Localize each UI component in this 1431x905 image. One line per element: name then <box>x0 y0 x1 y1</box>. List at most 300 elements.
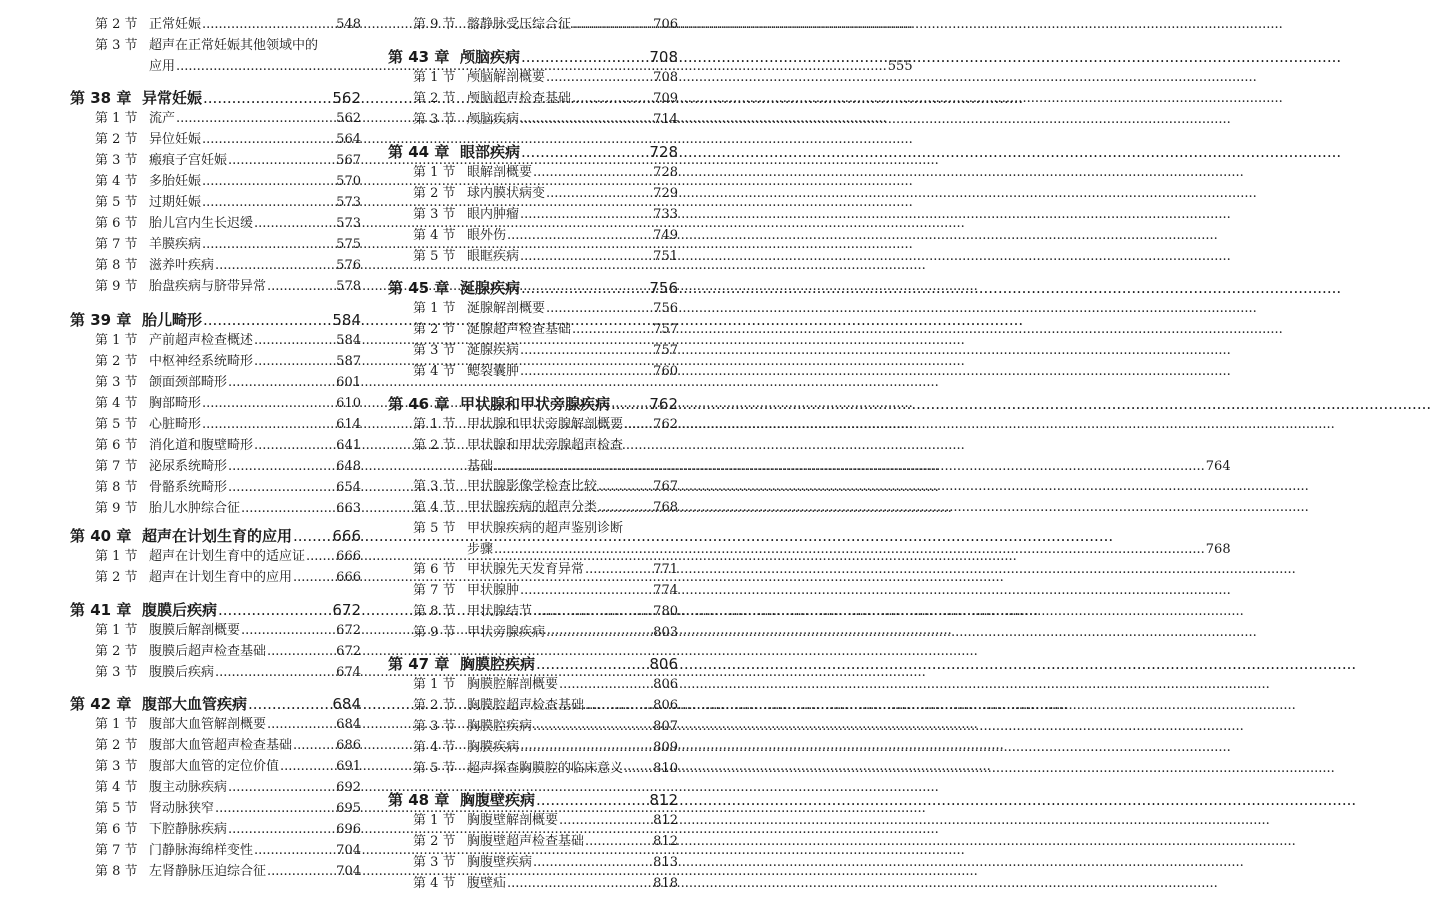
section-heading[interactable] <box>70 477 361 498</box>
section-number: 第 6 节 <box>413 562 456 577</box>
section-heading[interactable] <box>388 601 678 622</box>
section-heading[interactable] <box>388 162 678 183</box>
section-heading[interactable] <box>70 14 361 35</box>
chapter-entry[interactable] <box>70 86 361 110</box>
section-heading[interactable] <box>388 622 678 643</box>
page-number: 771 <box>653 562 678 577</box>
page-number: 573 <box>336 195 361 210</box>
chapter-title: 腹膜后疾病 <box>142 601 218 619</box>
section-entry[interactable] <box>388 497 678 518</box>
section-heading[interactable] <box>388 518 1231 560</box>
section-entry[interactable] <box>388 674 678 695</box>
chapter-heading[interactable] <box>388 652 678 676</box>
page-number: 728 <box>653 165 678 180</box>
section-title: 中枢神经系统畸形 <box>149 354 254 369</box>
leader-dots <box>611 392 648 416</box>
section-entry[interactable] <box>70 662 361 683</box>
page-number: 812 <box>649 791 678 809</box>
section-number: 第 1 节 <box>413 677 456 692</box>
section-heading[interactable] <box>388 831 678 852</box>
section-title: 下腔静脉疾病 <box>149 822 228 837</box>
page-number: 663 <box>336 501 361 516</box>
section-title: 腹主动脉疾病 <box>149 780 228 795</box>
section-title: 胸部畸形 <box>149 396 202 411</box>
section-entry[interactable] <box>388 67 678 88</box>
section-entry[interactable] <box>388 716 678 737</box>
section-heading[interactable] <box>70 840 361 861</box>
page-number: 672 <box>332 601 361 619</box>
page-number: 708 <box>653 70 678 85</box>
section-title-line2: 步骤 <box>467 542 494 557</box>
section-heading[interactable] <box>70 372 361 393</box>
section-heading[interactable] <box>388 810 678 831</box>
section-number: 第 3 节 <box>413 112 456 127</box>
section-entry[interactable] <box>70 234 361 255</box>
section-title: 胸腹壁解剖概要 <box>467 813 559 828</box>
section-number: 第 3 节 <box>413 719 456 734</box>
section-title: 眼眶疾病 <box>467 249 520 264</box>
chapter-entry[interactable] <box>388 45 678 69</box>
leader-dots <box>536 652 648 676</box>
section-title: 肾动脉狭窄 <box>149 801 215 816</box>
page-number: 757 <box>653 322 678 337</box>
section-title: 胸膜腔超声检查基础 <box>467 698 585 713</box>
leader-dots <box>624 414 652 435</box>
section-heading[interactable] <box>70 456 361 477</box>
section-heading[interactable] <box>388 319 678 340</box>
section-title: 胎儿宫内生长迟缓 <box>149 216 254 231</box>
section-number: 第 8 节 <box>95 864 138 879</box>
section-heading[interactable] <box>388 183 678 204</box>
section-title: 胸膜腔解剖概要 <box>467 677 559 692</box>
leader-dots <box>546 67 652 88</box>
section-title: 心脏畸形 <box>149 417 202 432</box>
section-entry[interactable] <box>388 162 678 183</box>
page-number: 756 <box>653 301 678 316</box>
section-heading[interactable] <box>70 171 361 192</box>
leader-dots <box>585 695 652 716</box>
section-entry[interactable] <box>70 393 361 414</box>
section-heading[interactable] <box>70 620 361 641</box>
section-heading[interactable] <box>388 88 678 109</box>
leader-dots <box>585 559 652 580</box>
section-heading[interactable] <box>388 674 678 695</box>
leader-dots <box>624 758 652 779</box>
section-number: 第 7 节 <box>95 459 138 474</box>
section-title: 眼外伤 <box>467 228 507 243</box>
section-entry[interactable] <box>70 735 361 756</box>
section-heading[interactable] <box>388 852 678 873</box>
section-entry[interactable] <box>388 414 678 435</box>
chapter-title: 眼部疾病 <box>460 143 521 161</box>
chapter-entry[interactable] <box>70 524 361 548</box>
section-heading[interactable] <box>388 559 678 580</box>
section-heading[interactable] <box>70 714 361 735</box>
section-entry[interactable] <box>388 204 678 225</box>
section-heading[interactable] <box>388 737 678 758</box>
section-entry[interactable] <box>388 852 678 873</box>
section-entry[interactable] <box>70 498 361 519</box>
section-heading[interactable] <box>70 861 361 882</box>
chapter-title: 腹部大血管疾病 <box>142 695 248 713</box>
section-entry[interactable] <box>70 108 361 129</box>
page-number: 666 <box>332 527 361 545</box>
section-title: 异位妊娠 <box>149 132 202 147</box>
page-number: 733 <box>653 207 678 222</box>
section-title: 眼内肿瘤 <box>467 207 520 222</box>
section-heading[interactable] <box>388 414 678 435</box>
section-number: 第 4 节 <box>95 396 138 411</box>
section-title: 眼解剖概要 <box>467 165 533 180</box>
section-title: 涎腺疾病 <box>467 343 520 358</box>
section-number: 第 6 节 <box>95 822 138 837</box>
section-number: 第 9 节 <box>413 17 456 32</box>
chapter-number: 第 47 章 <box>388 655 450 673</box>
chapter-entry[interactable] <box>388 276 678 300</box>
leader-dots <box>228 477 335 498</box>
section-entry[interactable] <box>70 213 361 234</box>
chapter-title: 超声在计划生育的应用 <box>142 527 293 545</box>
section-entry[interactable] <box>70 255 361 276</box>
leader-dots <box>521 45 648 69</box>
page-number: 810 <box>653 761 678 776</box>
page-number: 691 <box>336 759 361 774</box>
section-entry[interactable] <box>388 518 1231 560</box>
section-heading[interactable] <box>70 129 361 150</box>
page-number: 757 <box>653 343 678 358</box>
section-heading[interactable] <box>70 777 361 798</box>
section-heading[interactable] <box>388 758 678 779</box>
chapter-heading[interactable] <box>70 598 361 622</box>
section-heading[interactable] <box>70 435 361 456</box>
section-entry[interactable] <box>70 477 361 498</box>
section-number: 第 2 节 <box>95 570 138 585</box>
section-entry[interactable] <box>70 756 361 777</box>
leader-dots <box>267 276 335 297</box>
section-heading[interactable] <box>70 498 361 519</box>
section-heading[interactable] <box>388 246 678 267</box>
section-number: 第 9 节 <box>413 625 456 640</box>
section-number: 第 8 节 <box>95 258 138 273</box>
section-heading[interactable] <box>70 330 361 351</box>
section-title: 左肾静脉压迫综合征 <box>149 864 267 879</box>
leader-dots <box>559 674 652 695</box>
section-title: 甲状腺疾病的超声分类 <box>467 500 598 515</box>
leader-dots <box>293 735 335 756</box>
page-number: 555 <box>887 59 913 74</box>
section-heading[interactable] <box>388 340 678 361</box>
leader-dots <box>546 622 652 643</box>
section-heading[interactable] <box>388 204 678 225</box>
page-number: 704 <box>336 843 361 858</box>
leader-dots <box>507 225 652 246</box>
chapter-title: 颅脑疾病 <box>460 48 521 66</box>
section-title: 腹部大血管超声检查基础 <box>149 738 293 753</box>
page-number: 729 <box>653 186 678 201</box>
section-title: 羊膜疾病 <box>149 237 202 252</box>
leader-dots <box>241 498 335 519</box>
section-entry[interactable] <box>388 601 678 622</box>
section-heading[interactable] <box>70 414 361 435</box>
leader-dots <box>306 546 335 567</box>
section-entry[interactable] <box>70 861 361 882</box>
leader-dots <box>254 351 335 372</box>
section-title: 多胎妊娠 <box>149 174 202 189</box>
section-entry[interactable] <box>388 225 678 246</box>
page-number: 774 <box>653 583 678 598</box>
section-number: 第 7 节 <box>413 583 456 598</box>
chapter-number: 第 40 章 <box>70 527 132 545</box>
section-entry[interactable] <box>388 695 678 716</box>
section-entry[interactable] <box>70 414 361 435</box>
leader-dots <box>520 109 652 130</box>
section-heading[interactable] <box>70 276 361 297</box>
section-title: 颅脑疾病 <box>467 112 520 127</box>
section-heading[interactable] <box>70 798 361 819</box>
section-entry[interactable] <box>388 873 678 894</box>
leader-dots <box>248 692 331 716</box>
section-entry[interactable] <box>70 546 361 567</box>
section-entry[interactable] <box>388 14 678 35</box>
section-number: 第 3 节 <box>413 207 456 222</box>
page-number: 567 <box>336 153 361 168</box>
section-title: 瘢痕子宫妊娠 <box>149 153 228 168</box>
leader-dots <box>202 192 335 213</box>
section-heading[interactable] <box>388 67 678 88</box>
section-title: 门静脉海绵样变性 <box>149 843 254 858</box>
page-number: 666 <box>336 570 361 585</box>
page-number: 714 <box>653 112 678 127</box>
section-entry[interactable] <box>388 109 678 130</box>
section-heading[interactable] <box>388 435 1231 477</box>
section-entry[interactable] <box>70 798 361 819</box>
leader-dots <box>521 140 648 164</box>
section-heading[interactable] <box>388 580 678 601</box>
section-entry[interactable] <box>388 559 678 580</box>
chapter-title: 异常妊娠 <box>142 89 203 107</box>
chapter-number: 第 39 章 <box>70 311 132 329</box>
section-title: 涎腺超声检查基础 <box>467 322 572 337</box>
section-heading[interactable] <box>70 756 361 777</box>
page-number: 641 <box>336 438 361 453</box>
section-entry[interactable] <box>388 737 678 758</box>
leader-dots <box>267 641 335 662</box>
section-title: 腹部大血管解剖概要 <box>149 717 267 732</box>
leader-dots <box>533 601 652 622</box>
page-number: 684 <box>332 695 361 713</box>
chapter-title: 甲状腺和甲状旁腺疾病 <box>460 395 611 413</box>
page-number: 575 <box>336 237 361 252</box>
chapter-heading[interactable] <box>388 788 678 812</box>
section-entry[interactable] <box>70 435 361 456</box>
section-heading[interactable] <box>70 567 361 588</box>
section-entry[interactable] <box>70 641 361 662</box>
leader-dots <box>533 162 652 183</box>
chapter-entry[interactable] <box>388 140 678 164</box>
section-heading[interactable] <box>70 641 361 662</box>
section-number: 第 1 节 <box>413 301 456 316</box>
section-entry[interactable] <box>70 276 361 297</box>
section-title: 胸膜疾病 <box>467 740 520 755</box>
page-number: 706 <box>653 17 678 32</box>
page-number: 812 <box>653 834 678 849</box>
page-number: 548 <box>336 17 361 32</box>
section-heading[interactable] <box>388 873 678 894</box>
section-heading[interactable] <box>70 150 361 171</box>
section-entry[interactable] <box>70 129 361 150</box>
section-number: 第 2 节 <box>413 91 456 106</box>
leader-dots <box>494 539 1205 560</box>
page-number: 654 <box>336 480 361 495</box>
section-heading[interactable] <box>388 298 678 319</box>
section-number: 第 3 节 <box>95 153 138 168</box>
chapter-entry[interactable] <box>388 392 678 416</box>
section-entry[interactable] <box>70 456 361 477</box>
section-entry[interactable] <box>70 14 361 35</box>
section-title: 甲状腺先天发育异常 <box>467 562 585 577</box>
section-entry[interactable] <box>388 810 678 831</box>
section-entry[interactable] <box>70 372 361 393</box>
chapter-entry[interactable] <box>70 598 361 622</box>
chapter-entry[interactable] <box>70 692 361 716</box>
chapter-heading[interactable] <box>70 524 361 548</box>
section-entry[interactable] <box>388 319 678 340</box>
section-entry[interactable] <box>388 246 678 267</box>
chapter-entry[interactable] <box>70 308 361 332</box>
chapter-heading[interactable] <box>388 276 678 300</box>
section-title: 腹膜后疾病 <box>149 665 215 680</box>
leader-dots <box>215 662 335 683</box>
chapter-entry[interactable] <box>388 652 678 676</box>
section-number: 第 3 节 <box>95 759 138 774</box>
section-entry[interactable] <box>388 88 678 109</box>
page-number: 813 <box>653 855 678 870</box>
section-heading[interactable] <box>388 695 678 716</box>
section-entry[interactable] <box>70 567 361 588</box>
section-number: 第 2 节 <box>95 354 138 369</box>
chapter-heading[interactable] <box>70 86 361 110</box>
chapter-heading[interactable] <box>70 308 361 332</box>
chapter-heading[interactable] <box>388 392 678 416</box>
section-entry[interactable] <box>388 831 678 852</box>
page-number: 601 <box>336 375 361 390</box>
section-title: 甲状旁腺疾病 <box>467 625 546 640</box>
leader-dots <box>254 213 335 234</box>
section-title: 甲状腺肿 <box>467 583 520 598</box>
section-heading[interactable] <box>70 108 361 129</box>
section-number: 第 2 节 <box>413 438 456 453</box>
section-heading[interactable] <box>388 14 678 35</box>
section-entry[interactable] <box>388 340 678 361</box>
section-title-block <box>467 435 1231 477</box>
section-heading[interactable] <box>70 234 361 255</box>
leader-dots <box>521 276 648 300</box>
section-entry[interactable] <box>388 435 1231 477</box>
leader-dots <box>241 620 335 641</box>
leader-dots <box>254 435 335 456</box>
section-heading[interactable] <box>70 393 361 414</box>
section-title: 胸膜腔疾病 <box>467 719 533 734</box>
section-entry[interactable] <box>388 622 678 643</box>
section-entry[interactable] <box>70 819 361 840</box>
page-number: 806 <box>653 698 678 713</box>
page-number: 570 <box>336 174 361 189</box>
chapter-heading[interactable] <box>388 140 678 164</box>
section-heading[interactable] <box>70 819 361 840</box>
leader-dots <box>267 861 335 882</box>
leader-dots <box>546 183 652 204</box>
chapter-heading[interactable] <box>388 45 678 69</box>
section-entry[interactable] <box>388 580 678 601</box>
section-entry[interactable] <box>388 476 678 497</box>
section-title: 腹壁疝 <box>467 876 507 891</box>
section-title: 腹膜后解剖概要 <box>149 623 241 638</box>
leader-dots <box>228 150 335 171</box>
chapter-heading[interactable] <box>70 692 361 716</box>
page-number: 696 <box>336 822 361 837</box>
section-entry[interactable] <box>70 150 361 171</box>
section-entry[interactable] <box>70 192 361 213</box>
page-number: 704 <box>336 864 361 879</box>
section-number: 第 5 节 <box>413 761 456 776</box>
chapter-title: 涎腺疾病 <box>460 279 521 297</box>
section-heading[interactable] <box>388 225 678 246</box>
leader-dots <box>267 714 335 735</box>
leader-dots <box>202 393 335 414</box>
section-entry[interactable] <box>70 330 361 351</box>
chapter-number: 第 38 章 <box>70 89 132 107</box>
leader-dots <box>228 819 335 840</box>
section-heading[interactable] <box>388 497 678 518</box>
section-entry[interactable] <box>388 758 678 779</box>
section-entry[interactable] <box>70 714 361 735</box>
page-number: 818 <box>653 876 678 891</box>
section-heading[interactable] <box>70 192 361 213</box>
section-number: 第 2 节 <box>95 644 138 659</box>
section-heading[interactable] <box>70 735 361 756</box>
leader-dots <box>280 756 335 777</box>
section-entry[interactable] <box>70 171 361 192</box>
section-heading[interactable] <box>388 476 678 497</box>
section-entry[interactable] <box>388 298 678 319</box>
section-number: 第 1 节 <box>95 333 138 348</box>
page-number: 578 <box>336 279 361 294</box>
section-heading[interactable] <box>70 546 361 567</box>
section-heading[interactable] <box>388 361 678 382</box>
leader-dots <box>585 831 652 852</box>
section-heading[interactable] <box>70 255 361 276</box>
chapter-entry[interactable] <box>388 788 678 812</box>
section-heading[interactable] <box>70 213 361 234</box>
section-heading[interactable] <box>70 351 361 372</box>
section-heading[interactable] <box>388 716 678 737</box>
page-number: 587 <box>336 354 361 369</box>
section-number: 第 1 节 <box>95 717 138 732</box>
section-heading[interactable] <box>388 109 678 130</box>
section-title: 腹部大血管的定位价值 <box>149 759 280 774</box>
section-entry[interactable] <box>70 840 361 861</box>
section-heading[interactable] <box>70 662 361 683</box>
section-entry[interactable] <box>70 351 361 372</box>
chapter-number: 第 45 章 <box>388 279 450 297</box>
chapter-title: 胎儿畸形 <box>142 311 203 329</box>
section-entry[interactable] <box>388 361 678 382</box>
page-number: 686 <box>336 738 361 753</box>
section-entry[interactable] <box>70 620 361 641</box>
section-entry[interactable] <box>70 777 361 798</box>
leader-dots <box>202 414 335 435</box>
section-entry[interactable] <box>388 183 678 204</box>
